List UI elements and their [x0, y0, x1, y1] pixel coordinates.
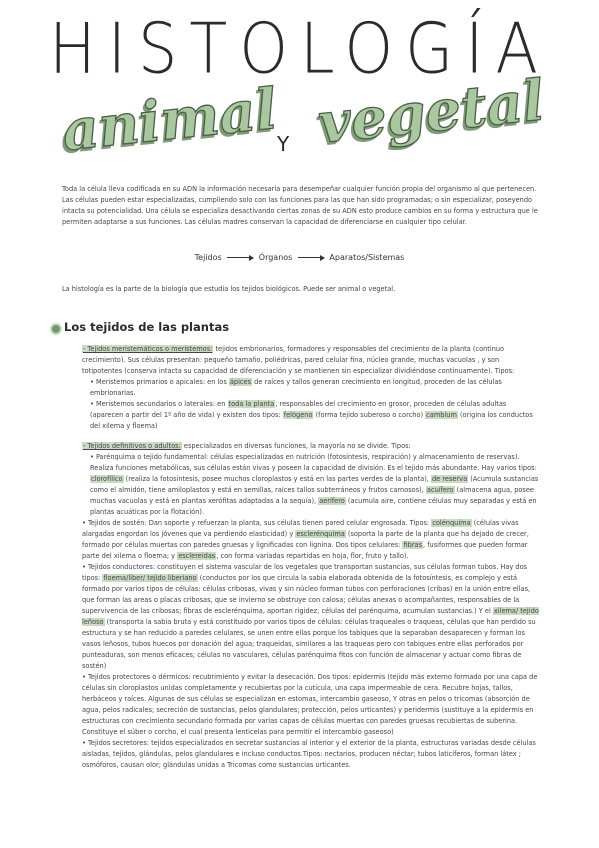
highlight: felógeno — [283, 411, 313, 419]
section-bullet-icon — [52, 325, 60, 333]
subtitle-animal: animal — [59, 75, 280, 165]
flow-organos: Órganos — [258, 253, 293, 262]
meristematicos-block — [82, 344, 540, 432]
secretores-item — [82, 738, 540, 771]
text: (almacena agua, posee muchas vacuolas y está en plantas xerófitas adaptadas a la sequía), — [90, 486, 534, 505]
subtitle-vegetal: vegetal — [315, 67, 548, 157]
sosten-item — [82, 518, 540, 562]
text: • Tejidos secretores: tejidos especializados en secretar sustancias al interior y el exterior de la planta, estructuras variadas desde células aisladas, tejidos, glándulas, pelos glandulares e incluso conductos.Tipos: nectarios, producen néctar; tubos laticíferos, forman látex ; osmóforos, causan olor; glándulas unidas a Tricomas como sustancias urticantes. — [82, 739, 536, 769]
text: , con forma variadas repartidas en hoja, flor, fruto y tallo). — [216, 552, 409, 560]
text: • Tejidos protectores o dérmicos: recubrimiento y evitar la desecación. Dos tipos: epidermis (tejido más externo formado por una capa de células sin cloroplastos unidas completamente y recubiertas por la cutícula, una capa impermeable de cera. Recubre hojas, tallos, herbáceos y raíces. Algunas de sus células se especializan en estomas, intercambio gaseoso, Y otras en pelos o tricomas (absorción de agua, pelos radicales; secreción de sustancias, pelos glandulares; protección, pelos urticantes) y peridermis (sustituye a la epidermis en estructuras con crecimiento secundario formada por varias capas de células muertas con paredes gruesas recubiertas de suberina. Constituye el súber o corcho, el cual presenta lenticelas para permitir el intercambio gaseoso) — [82, 673, 538, 736]
text: (Acumula sustancias como el almidón, tiene amiloplastos y está en semillas, raíces tallos subterráneos y frutos carnosos), — [90, 475, 539, 494]
text: • Parénquima o tejido fundamental: células especializadas en nutrición (fotosíntesis, respiración) y almacenamiento de reservas). Realiza funciones metabólicas, sus células están vivas y poseen la capacidad de división. Es el tejido más abundante. Hay varios tipos: — [90, 453, 537, 472]
highlight: esclerénquima — [296, 530, 345, 538]
highlight: fibras — [403, 541, 423, 549]
highlight: esclereidas — [178, 552, 216, 560]
meristematicos-lead: - Tejidos meristemáticos o meristemos: — [83, 345, 213, 353]
page-title: HISTOLOGÍA — [49, 7, 550, 90]
text: de raíces y tallos generan crecimiento en longitud, proceden de las células embrionarias. — [90, 378, 502, 397]
text: (acumula aire, contiene células muy separadas y está en plantas acuáticas por la flotación). — [90, 497, 537, 516]
text: • Meristemos primarios o apicales: en los — [90, 378, 229, 386]
highlight: colénquima — [432, 519, 471, 527]
text: (forma tejido suberoso o corcho) — [313, 411, 426, 419]
section-body — [82, 344, 540, 780]
conductores-item — [82, 562, 540, 672]
highlight: ápices — [229, 378, 252, 386]
arrow-icon — [298, 257, 324, 258]
protectores-item — [82, 672, 540, 738]
text: • Tejidos conductores: constituyen el sistema vascular de los vegetales que transportan sustancias, sus células forman tubos. Hay dos tipos: — [82, 563, 528, 582]
definitivos-text: especializados en diversas funciones, la mayoría no se divide. Tipos: — [181, 442, 411, 450]
highlight: cambium — [426, 411, 457, 419]
highlight: xilema/ tejido leñoso — [82, 607, 539, 626]
text: (células vivas alargadas engordan los jóvenes que va perdiendo elasticidad) y — [82, 519, 519, 538]
text: , fusiformes que pueden formar parte del xilema o floema; y — [82, 541, 528, 560]
text: • Meristemos secundarios o laterales: en — [90, 400, 228, 408]
parenquima-item — [90, 452, 540, 518]
hierarchy-flow — [0, 253, 599, 262]
meristematicos-text: tejidos embrionarios, formadores y responsables del crecimiento de la planta (continuo crecimiento). Sus células presentan: pequeño tamaño, poliédricas, pared celular fina, núcleo grande, muchas vacuolas , y son totipotentes (conserva intacta su capacidad de diferenciación y se mantienen sin especializar dividiéndose continuamente). Tipos: — [82, 345, 515, 375]
meristemos-secundarios — [90, 399, 540, 432]
text: (transporta la sabia bruta y está constituido por varios tipos de células: células traqueales o traqueas, células que han perdido su estructura y se han reducido a paredes celulares, se unen entre ellas porque los tabiques que la separaban desaparecen y forman los vasos leñosos, tubos huecos por donación del agua; traqueidas, similares a las traqueas pero con tabiques entre ellas perforados por punteaduras, son menos eficaces; células no vasculares, células parénquima fitos con función de almacenar y actuar como fibras de sostén) — [82, 618, 536, 670]
text: (origina los conductos del xilema y floema) — [90, 411, 533, 430]
section-title: Los tejidos de las plantas — [64, 320, 230, 334]
highlight: floema/liber/ tejido liberiano — [103, 574, 197, 582]
highlight: acuífero — [426, 486, 454, 494]
arrow-icon — [227, 257, 253, 258]
highlight: de reserva — [432, 475, 468, 483]
text: • Tejidos de sostén: Dan soporte y refuerzan la planta, sus células tienen pared celular engrosada. Tipos: — [82, 519, 432, 527]
flow-tejidos: Tejidos — [194, 253, 222, 262]
definitivos-lead: - Tejidos definitivos o adultos: — [83, 442, 181, 450]
intro-paragraph: Toda la célula lleva codificada en su ADN la información necesaria para desempeñar cualquier función propia del organismo al que pertenecen. Las células pueden estar especializadas, cumpliendo solo con las funciones para las que han sido programadas; o sin especializar, poseyendo intacta su potencialidad. Una célula se especializa desactivando ciertas zonas de su ADN esto produce cambios en su forma y estructura que le permiten adaptarse a sus funciones. Las células madres conservan la capacidad de diferenciarse en cualquier tipo celular. — [62, 185, 538, 226]
flow-aparatos: Aparatos/Sistemas — [329, 253, 405, 262]
highlight: aerífero — [319, 497, 345, 505]
meristemos-primarios — [90, 377, 540, 399]
highlight: clorofílico — [91, 475, 123, 483]
highlight: toda la planta — [228, 400, 275, 408]
text: (conductos por los que circula la sabia elaborada obtenida de la fotosíntesis, es complejo y está formado por varios tipos de células: células cribosas, vivas y sin núcleo forman tubos con perforaciones (cribas) en la unión entre ellas, que forman las areas o placas cribosas, que se invierno se obstruye con calosa; células anexas o acompañantes, responsables de la supervivencia de las cribosas; fibras de esclerénquima, aportan rigidez; células del parénquima, acumulan sustancias.) Y el — [82, 574, 531, 615]
text: (soporta la parte de la planta que ha dejado de crecer, formado por células muertas con paredes gruesas y lignificadas con lignina. Dos tipos celulares: — [82, 530, 529, 549]
definitivos-block — [82, 441, 540, 771]
histologia-definition: La histología es la parte de la biología que estudia los tejidos biológicos. Puede ser animal o vegetal. — [62, 285, 396, 293]
subtitle-y: Y — [277, 132, 290, 156]
text: , responsables del crecimiento en grosor, proceden de células adultas (aparecen a partir del 1º año de vida) y existen dos tipos: — [90, 400, 507, 419]
text: (realiza la fotosíntesis, posee muchos cloroplastos y está en las partes verdes de la planta), — [123, 475, 431, 483]
